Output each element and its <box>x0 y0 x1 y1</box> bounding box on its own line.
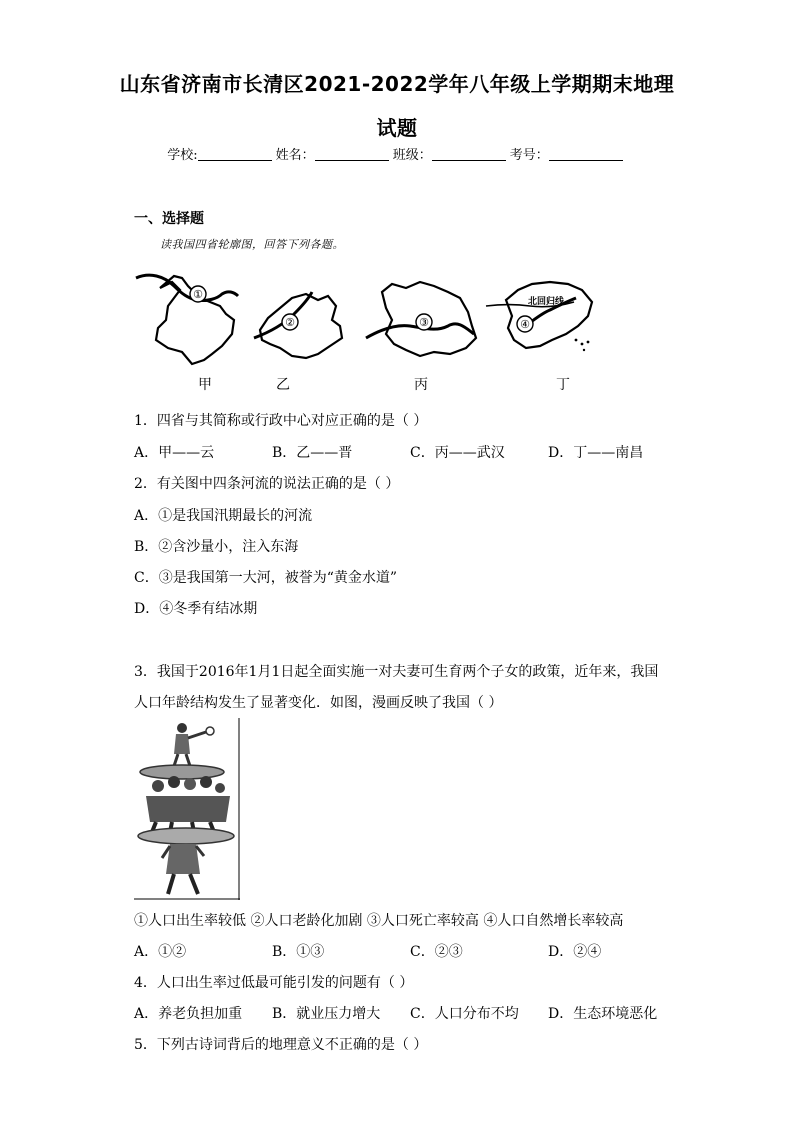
map-ding <box>486 282 592 351</box>
q2-option-a: A．①是我国汛期最长的河流 <box>134 508 313 524</box>
page-title: 山东省济南市长清区2021-2022学年八年级上学期期末地理 <box>119 72 675 96</box>
tropic-label: 北回归线 <box>527 297 565 307</box>
class-blank <box>432 146 506 161</box>
map-label-jia: 甲 <box>198 377 212 393</box>
page-title-line2: 试题 <box>376 116 418 140</box>
q1-option-d: D．丁——南昌 <box>548 445 644 461</box>
map-bing <box>366 282 476 356</box>
q3-option-c: C．②③ <box>410 944 463 960</box>
school-blank <box>198 146 272 161</box>
population-pyramid-cartoon <box>134 718 240 900</box>
q4-option-c: C．人口分布不均 <box>410 1006 519 1022</box>
q4-option-d: D．生态环境恶化 <box>548 1006 658 1022</box>
question-1-stem: 1．四省与其简称或行政中心对应正确的是（ ） <box>134 413 428 429</box>
class-label: 班级： <box>392 148 432 163</box>
q3-option-d: D．②④ <box>548 944 602 960</box>
q2-option-d: D．④冬季有结冰期 <box>134 601 258 617</box>
q1-option-a: A．甲——云 <box>134 445 215 461</box>
student-info-row <box>0 144 794 163</box>
name-label: 姓名： <box>275 148 315 163</box>
exam-no-label: 考号： <box>509 148 549 163</box>
map-label-bing: 丙 <box>414 377 428 393</box>
q4-option-b: B．就业压力增大 <box>272 1006 381 1022</box>
question-3-stem-line1: 3．我国于2016年1月1日起全面实施一对夫妻可生育两个子女的政策，近年来，我国 <box>134 664 659 680</box>
map-jia <box>136 275 238 364</box>
name-blank <box>315 146 389 161</box>
marker-3: ③ <box>419 316 429 329</box>
province-maps-figure <box>130 268 610 378</box>
q3-option-b: B．①③ <box>272 944 325 960</box>
question-5-stem: 5．下列古诗词背后的地理意义不正确的是（ ） <box>134 1037 428 1053</box>
intro-text: 读我国四省轮廓图，回答下列各题。 <box>160 238 344 251</box>
question-3-stem-line2: 人口年龄结构发生了显著变化．如图，漫画反映了我国（ ） <box>134 695 503 711</box>
map-label-ding: 丁 <box>556 377 570 393</box>
q3-option-a: A．①② <box>134 944 187 960</box>
q2-option-c: C．③是我国第一大河，被誉为“黄金水道” <box>134 570 398 586</box>
q2-option-b: B．②含沙量小，注入东海 <box>134 539 299 555</box>
q4-option-a: A．养老负担加重 <box>134 1006 243 1022</box>
q3-statements: ①人口出生率较低 ②人口老龄化加剧 ③人口死亡率较高 ④人口自然增长率较高 <box>134 913 624 929</box>
map-yi <box>254 292 342 358</box>
marker-1: ① <box>193 288 203 301</box>
question-2-stem: 2．有关图中四条河流的说法正确的是（ ） <box>134 476 400 492</box>
q1-option-b: B．乙——晋 <box>272 445 353 461</box>
marker-4: ④ <box>520 318 530 331</box>
section-heading: 一、选择题 <box>134 211 204 227</box>
q1-option-c: C．丙——武汉 <box>410 445 505 461</box>
school-label: 学校: <box>167 148 198 163</box>
map-label-yi: 乙 <box>276 377 290 393</box>
marker-2: ② <box>285 316 295 329</box>
question-4-stem: 4．人口出生率过低最可能引发的问题有（ ） <box>134 975 414 991</box>
exam-no-blank <box>549 146 623 161</box>
